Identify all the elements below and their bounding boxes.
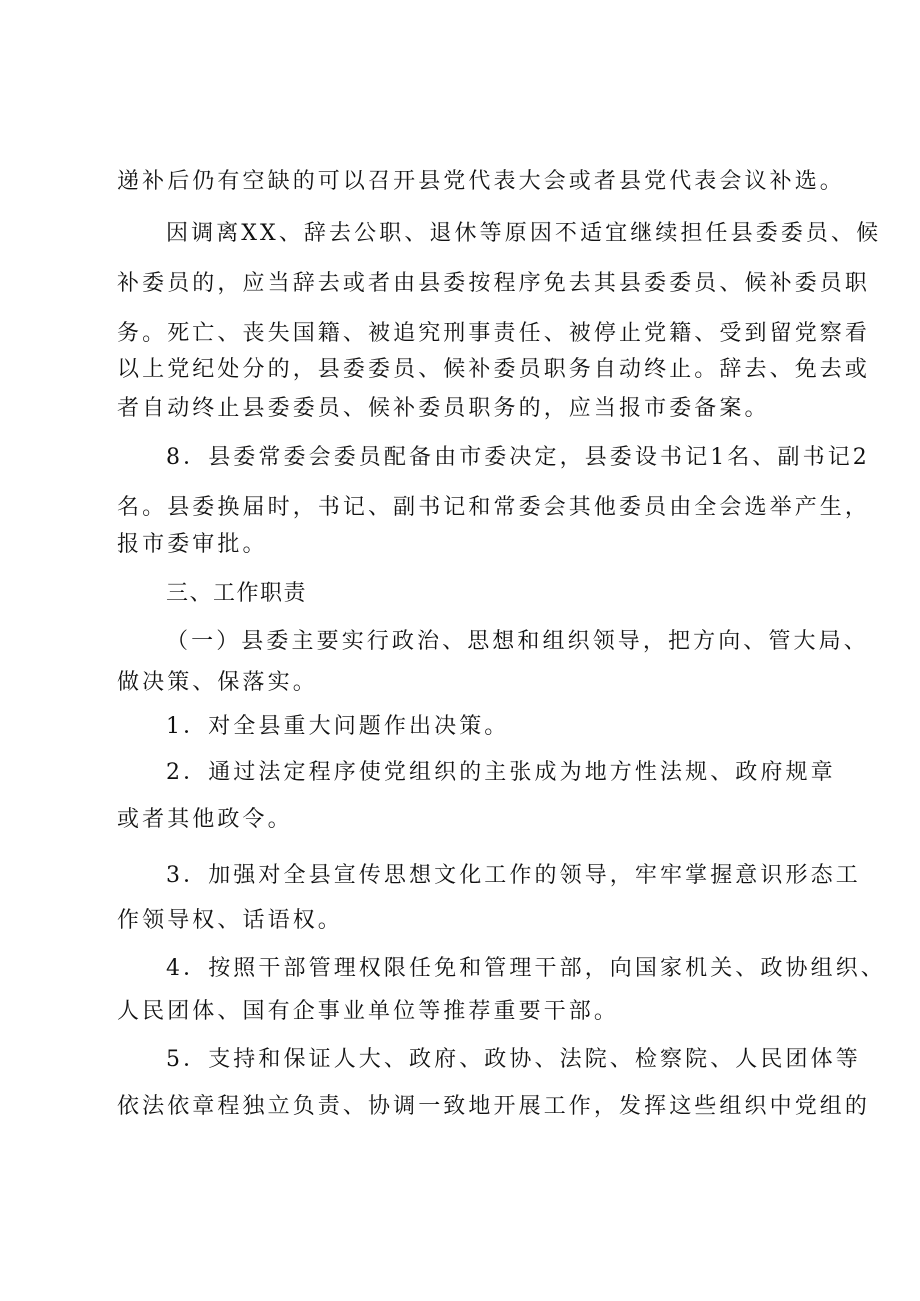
text-line: 报市委审批。 — [117, 532, 268, 557]
text-line: 或者其他政令。 — [117, 807, 293, 832]
text-line: 补委员的，应当辞去或者由县委按程序免去其县委委员、候补委员职 — [117, 271, 871, 296]
text-line: 以上党纪处分的，县委委员、候补委员职务自动终止。辞去、免去或 — [117, 357, 871, 382]
text-line: 做决策、保落实。 — [117, 670, 318, 695]
text-line: 务。死亡、丧失国籍、被追究刑事责任、被停止党籍、受到留党察看 — [117, 321, 871, 346]
text-line: 作领导权、话语权。 — [117, 908, 343, 933]
text-line: 因调离XX、辞去公职、退休等原因不适宜继续担任县委委员、候 — [166, 221, 882, 246]
text-line: 3．加强对全县宣传思想文化工作的领导，牢牢掌握意识形态工 — [166, 863, 861, 888]
text-line: （一）县委主要实行政治、思想和组织领导，把方向、管大局、 — [166, 629, 869, 654]
text-line: 5．支持和保证人大、政府、政协、法院、检察院、人民团体等 — [166, 1047, 861, 1072]
text-line: 8．县委常委会委员配备由市委决定，县委设书记1名、副书记2 — [166, 445, 870, 470]
text-line: 名。县委换届时，书记、副书记和常委会其他委员由全会选举产生， — [117, 495, 871, 520]
text-line: 依法依章程独立负责、协调一致地开展工作，发挥这些组织中党组的 — [117, 1094, 871, 1119]
text-line: 递补后仍有空缺的可以召开县党代表大会或者县党代表会议补选。 — [117, 169, 845, 194]
section-heading: 三、工作职责 — [166, 581, 308, 606]
text-line: 者自动终止县委委员、候补委员职务的，应当报市委备案。 — [117, 396, 770, 421]
text-line: 4．按照干部管理权限任免和管理干部，向国家机关、政协组织、 — [166, 956, 886, 981]
text-line: 人民团体、国有企事业单位等推荐重要干部。 — [117, 999, 620, 1024]
text-line: 2．通过法定程序使党组织的主张成为地方性法规、政府规章 — [166, 760, 836, 785]
text-line: 1．对全县重大问题作出决策。 — [166, 714, 510, 739]
